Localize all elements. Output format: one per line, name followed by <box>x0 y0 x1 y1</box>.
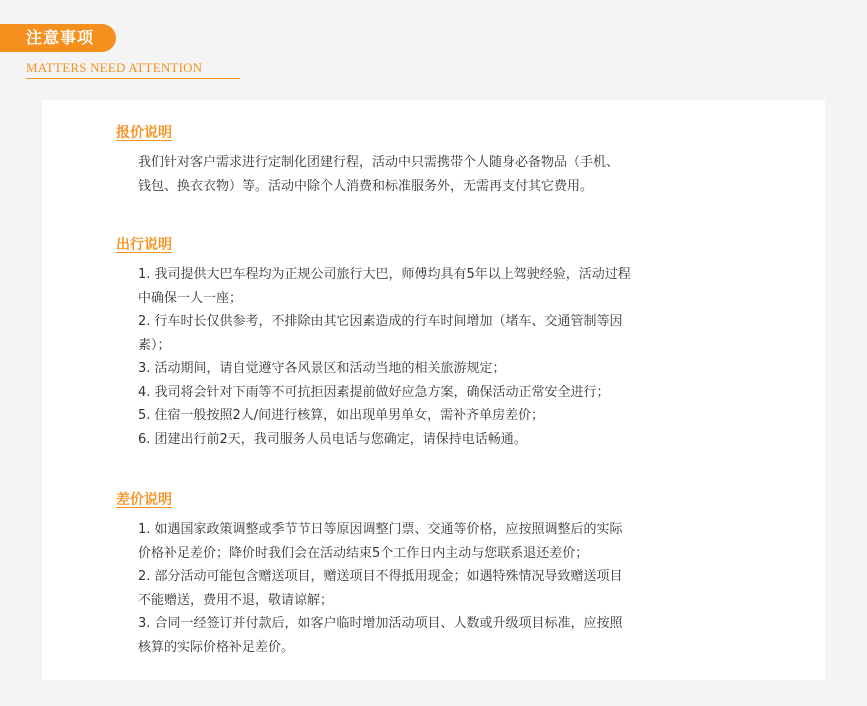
text-line: 2. 部分活动可能包含赠送项目，赠送项目不得抵用现金；如遇特殊情况导致赠送项目 <box>138 569 623 584</box>
text-line: 中确保一人一座； <box>138 290 243 306</box>
section-travel <box>116 235 736 451</box>
section-body-pricing <box>116 151 736 198</box>
page-title: 注意事项 <box>26 28 95 47</box>
section-pricing <box>116 123 736 198</box>
text-line: 3. 活动期间，请自觉遵守各风景区和活动当地的相关旅游规定； <box>138 361 506 376</box>
text-line: 价格补足差价；降价时我们会在活动结束5个工作日内主动与您联系退还差价； <box>138 545 589 561</box>
text-line: 素）； <box>138 337 171 353</box>
section-body-travel <box>116 263 736 451</box>
text-line: 我们针对客户需求进行定制化团建行程，活动中只需携带个人随身必备物品（手机、 <box>138 155 620 170</box>
page-subtitle: MATTERS NEED ATTENTION <box>26 60 203 75</box>
section-price-difference <box>116 490 736 659</box>
text-line: 1. 如遇国家政策调整或季节节日等原因调整门票、交通等价格，应按照调整后的实际 <box>138 522 623 537</box>
notice-card <box>42 100 825 680</box>
text-line: 3. 合同一经签订并付款后，如客户临时增加活动项目、人数或升级项目标准，应按照 <box>138 616 623 631</box>
section-title-price-difference: 差价说明 <box>116 492 172 508</box>
text-line: 核算的实际价格补足差价。 <box>138 639 295 655</box>
text-line: 1. 我司提供大巴车程均为正规公司旅行大巴，师傅均具有5年以上驾驶经验，活动过程 <box>138 267 631 282</box>
section-body-price-difference <box>116 518 736 659</box>
section-title-travel: 出行说明 <box>116 237 172 253</box>
text-line: 不能赠送，费用不退，敬请谅解； <box>138 592 334 608</box>
text-line: 6. 团建出行前2天，我司服务人员电话与您确定，请保持电话畅通。 <box>138 431 527 447</box>
text-line: 2. 行车时长仅供参考，不排除由其它因素造成的行车时间增加（堵车、交通管制等因 <box>138 314 623 329</box>
text-line: 4. 我司将会针对下雨等不可抗拒因素提前做好应急方案，确保活动正常安全进行； <box>138 384 610 400</box>
section-header-tab <box>0 24 116 52</box>
text-line: 钱包、换衣衣物）等。活动中除个人消费和标准服务外，无需再支付其它费用。 <box>138 178 594 194</box>
header-divider <box>26 78 240 79</box>
text-line: 5. 住宿一般按照2人/间进行核算，如出现单男单女，需补齐单房差价； <box>138 408 545 423</box>
section-title-pricing: 报价说明 <box>116 125 172 141</box>
